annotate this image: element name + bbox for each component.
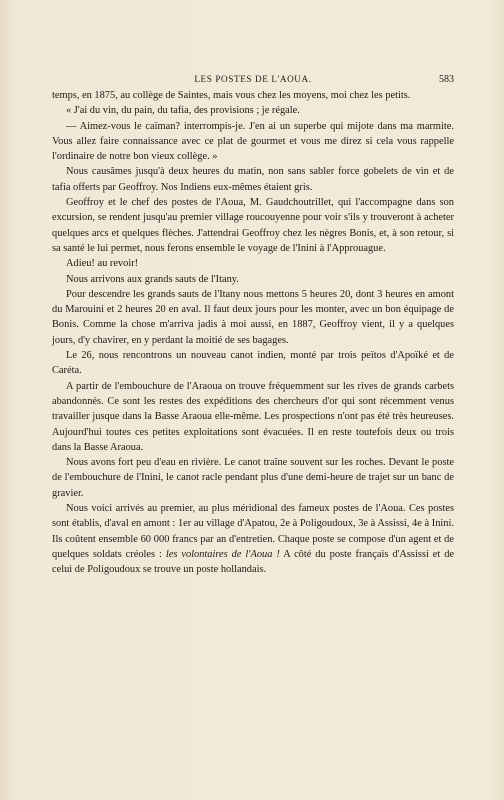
- page-header: [52, 72, 454, 88]
- paragraph: « J'ai du vin, du pain, du tafia, des provisions ; je régale.: [66, 105, 300, 117]
- paragraph: Nous avons fort peu d'eau en rivière. Le canot traîne souvent sur les roches. Devant le poste de l'embouchure de l'Inini, le canot racle pendant plus d'une demi-heure de trajet sur un banc de gravier.: [52, 457, 454, 499]
- paragraph: Geoffroy et le chef des postes de l'Aoua, M. Gaudchoutrillet, qui l'accompagne dans son excursion, se rendent jusqu'au premier village roucouyenne pour voir s'ils y trouveront à acheter quelques arcs et quelques flèches. J'attendrai Geoffroy chez les nègres Bonis, et, à son retour, si sa santé le lui permet, nous ferons ensemble le voyage de l'Inini à l'Approuague.: [52, 197, 454, 254]
- paragraph: Le 26, nous rencontrons un nouveau canot indien, monté par trois peïtos d'Apoïké et de Caréta.: [52, 350, 454, 377]
- paragraph-text: Nous voici arrivés au premier, au plus méridional des fameux postes de l'Aoua. Ces postes sont établis, d'aval en amont : 1er au village d'Apatou, 2e à Poligoudoux, 3e à Assissi, 4e à Inini. Ils coûtent ensemble 60 000 francs par an d'entretien. Chaque poste se compose d'un agent et de quelques soldats créoles :: [52, 503, 454, 560]
- paragraph: — Aimez-vous le caïman? interrompis-je. J'en ai un superbe qui mijote dans ma marmite. Vous allez faire connaissance avec ce plat de gourmet et vous me direz si cela vous rappelle l'ordinaire de notre bon vieux collège. »: [52, 120, 454, 163]
- paragraph-last: [52, 501, 454, 577]
- paragraph: Adieu! au revoir!: [66, 258, 139, 270]
- emphasized-text: les volontaires de l'Aoua !: [165, 548, 280, 560]
- page-number: 583: [439, 74, 454, 85]
- running-title: LES POSTES DE L'AOUA.: [194, 74, 312, 84]
- paragraph: Nous causâmes jusqu'à deux heures du matin, non sans sabler force gobelets de vin et de tafia offerts par Geoffroy. Nos Indiens eux-mêmes étaient gris.: [52, 166, 454, 193]
- paragraph: A partir de l'embouchure de l'Araoua on trouve fréquemment sur les rives de grands carbets abandonnés. Ce sont les restes des expéditions des chercheurs d'or qui sont récemment venus travailler jusque dans la Basse Araoua elle-même. Les prospections n'ont pas été très heureuses. Aujourd'hui toutes ces petites exploitations sont évacuées. Il en reste toutefois deux ou trois dans la Basse Araoua.: [52, 380, 454, 453]
- paragraph: Pour descendre les grands sauts de l'Itany nous mettons 5 heures 20, dont 3 heures en amont du Marouini et 2 heures 20 en aval. Il faut deux jours pour les monter, avec un bon équipage de Bonis. Comme la chose m'arriva jadis à moi aussi, en 1887, Geoffroy vient, il y a quelques jours, d'y chavirer, en y perdant la moitié de ses bagages.: [52, 288, 454, 346]
- paragraph: Nous arrivons aux grands sauts de l'Itany.: [66, 273, 239, 285]
- paragraph-text: A côté du poste français d'Assissi et de celui de Poligoudoux se trouve un poste hollandais.: [52, 548, 455, 576]
- page-body: [52, 88, 454, 578]
- paragraph: temps, en 1875, au collège de Saintes, mais vous chez les moyens, moi chez les petits.: [52, 90, 411, 101]
